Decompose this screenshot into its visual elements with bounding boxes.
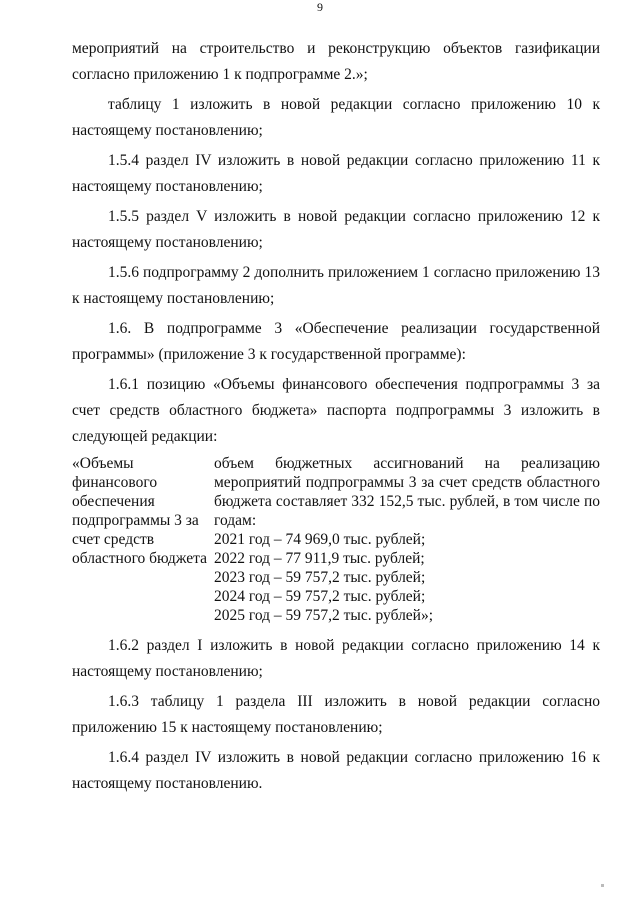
- document-body: [72, 36, 600, 801]
- paragraph: таблицу 1 изложить в новой редакции согласно приложению 10 к настоящему постановлению;: [72, 96, 600, 139]
- scan-mark: [601, 884, 604, 887]
- finance-table: [72, 454, 600, 625]
- paragraph: 1.5.6 подпрограмму 2 дополнить приложением 1 согласно приложению 13 к настоящему постановлению;: [72, 264, 600, 307]
- finance-table-intro: объем бюджетных ассигнований на реализацию мероприятий подпрограммы 3 за счет средств областного бюджета составляет 332 152,5 тыс. рублей, в том числе по годам:: [214, 455, 600, 529]
- paragraph: мероприятий на строительство и реконструкцию объектов газификации согласно приложению 1 к подпрограмме 2.»;: [72, 40, 600, 83]
- paragraph: 1.6.1 позицию «Объемы финансового обеспечения подпрограммы 3 за счет средств областного бюджета» паспорта подпрограммы 3 изложить в следующей редакции:: [72, 376, 600, 445]
- paragraph: 1.6.3 таблицу 1 раздела III изложить в новой редакции согласно приложению 15 к настоящему постановлению;: [72, 693, 600, 736]
- paragraph: 1.5.5 раздел V изложить в новой редакции согласно приложению 12 к настоящему постановлению;: [72, 208, 600, 251]
- finance-year-row: 2024 год – 59 757,2 тыс. рублей;: [214, 588, 426, 605]
- finance-year-row: 2021 год – 74 969,0 тыс. рублей;: [214, 531, 426, 548]
- paragraph: 1.5.4 раздел IV изложить в новой редакции согласно приложению 11 к настоящему постановлению;: [72, 152, 600, 195]
- paragraph: 1.6. В подпрограмме 3 «Обеспечение реализации государственной программы» (приложение 3 к государственной программе):: [72, 320, 600, 363]
- finance-year-row: 2025 год – 59 757,2 тыс. рублей»;: [214, 607, 434, 624]
- paragraph: 1.6.4 раздел IV изложить в новой редакции согласно приложению 16 к настоящему постановлению.: [72, 749, 600, 792]
- page-number: 9: [317, 0, 323, 14]
- finance-table-value: [214, 454, 600, 625]
- finance-year-row: 2022 год – 77 911,9 тыс. рублей;: [214, 550, 425, 567]
- paragraph: 1.6.2 раздел I изложить в новой редакции согласно приложению 14 к настоящему постановлению;: [72, 637, 600, 680]
- finance-table-label: «Объемы финансового обеспечения подпрограммы 3 за счет средств областного бюджета: [72, 455, 207, 567]
- finance-year-row: 2023 год – 59 757,2 тыс. рублей;: [214, 569, 426, 586]
